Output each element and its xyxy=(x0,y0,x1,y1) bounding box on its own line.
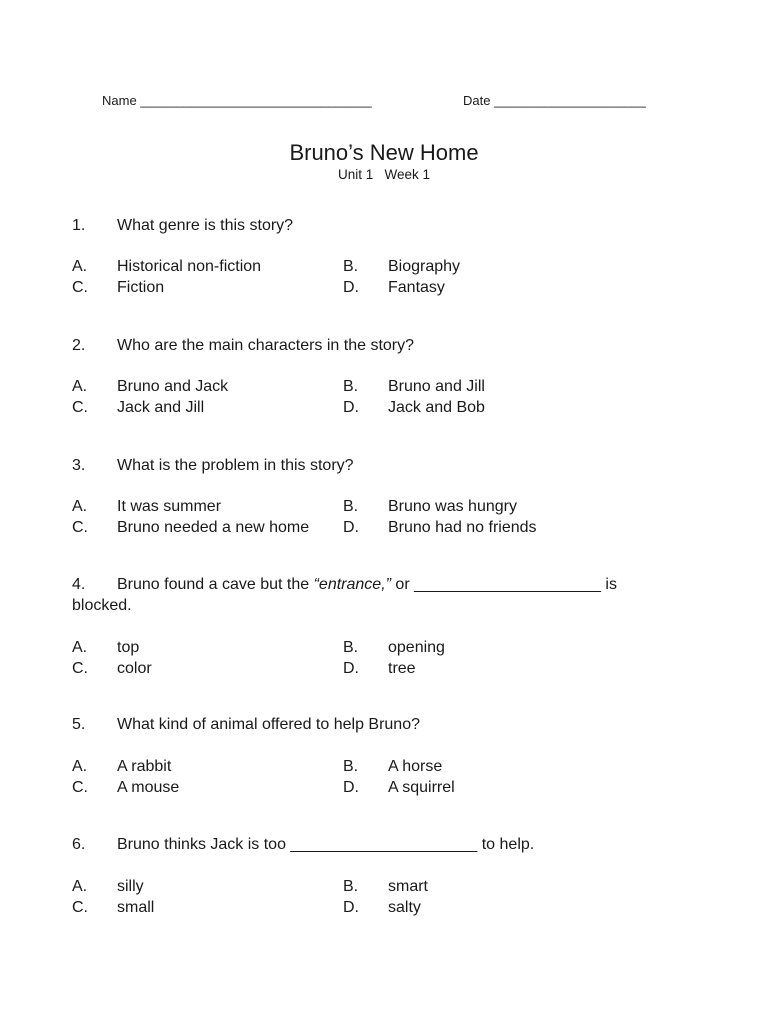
option-text: A horse xyxy=(388,758,443,775)
date-blank[interactable]: _____________________ xyxy=(494,93,646,108)
option-text: A squirrel xyxy=(388,779,455,796)
question-text: Who are the main characters in the story? xyxy=(117,337,415,354)
option-letter: B. xyxy=(343,758,359,775)
question-number: 2. xyxy=(72,337,86,354)
option-letter: A. xyxy=(72,758,88,775)
option-text: opening xyxy=(388,639,445,656)
option-text: Bruno and Jack xyxy=(117,378,229,395)
option-text: Bruno and Jill xyxy=(388,378,485,395)
question-text: Bruno thinks Jack is too _____________________ to help. xyxy=(117,836,535,853)
option-letter: C. xyxy=(72,399,88,416)
option-text: smart xyxy=(388,878,428,895)
option-letter: D. xyxy=(343,399,359,416)
option-letter: A. xyxy=(72,258,88,275)
option-text: Fantasy xyxy=(388,279,445,296)
option-letter: A. xyxy=(72,639,88,656)
option-letter: A. xyxy=(72,378,88,395)
question-number: 6. xyxy=(72,836,86,853)
option-letter: C. xyxy=(72,279,88,296)
option-letter: B. xyxy=(343,878,359,895)
question-number: 3. xyxy=(72,457,86,474)
question-text-line2: blocked. xyxy=(72,597,132,614)
option-text: salty xyxy=(388,899,421,916)
question-number: 1. xyxy=(72,217,86,234)
question-text-before: Bruno found a cave but the xyxy=(117,576,314,593)
option-text: Bruno needed a new home xyxy=(117,519,310,536)
option-letter: D. xyxy=(343,660,359,677)
option-text: A rabbit xyxy=(117,758,172,775)
option-text: A mouse xyxy=(117,779,180,796)
question-text-after: or _____________________ is xyxy=(390,576,617,593)
option-text: small xyxy=(117,899,155,916)
option-letter: B. xyxy=(343,378,359,395)
option-letter: D. xyxy=(343,899,359,916)
option-text: Biography xyxy=(388,258,461,275)
option-text: Historical non-fiction xyxy=(117,258,262,275)
option-letter: D. xyxy=(343,519,359,536)
date-field[interactable] xyxy=(463,93,646,108)
option-text: It was summer xyxy=(117,498,222,515)
question-text: What kind of animal offered to help Bruno? xyxy=(117,716,420,733)
name-field[interactable] xyxy=(102,93,372,108)
option-text: Jack and Jill xyxy=(117,399,205,416)
option-letter: B. xyxy=(343,498,359,515)
question-text xyxy=(117,576,617,594)
question-text: What is the problem in this story? xyxy=(117,457,354,474)
option-text: top xyxy=(117,639,140,656)
worksheet-title: Bruno’s New Home xyxy=(289,140,479,165)
worksheet-subtitle: Unit 1 Week 1 xyxy=(337,167,431,182)
option-text: Bruno had no friends xyxy=(388,519,537,536)
question-text: What genre is this story? xyxy=(117,217,294,234)
option-letter: C. xyxy=(72,899,88,916)
option-text: Jack and Bob xyxy=(388,399,485,416)
option-text: tree xyxy=(388,660,416,677)
option-letter: D. xyxy=(343,779,359,796)
question-text-emphasis: “entrance,” xyxy=(313,576,391,593)
date-label: Date xyxy=(463,93,491,108)
option-letter: D. xyxy=(343,279,359,296)
option-text: Fiction xyxy=(117,279,165,296)
option-letter: C. xyxy=(72,660,88,677)
option-letter: A. xyxy=(72,878,88,895)
option-letter: C. xyxy=(72,519,88,536)
name-blank[interactable]: ________________________________ xyxy=(140,93,372,108)
option-text: color xyxy=(117,660,152,677)
question-number: 5. xyxy=(72,716,86,733)
option-letter: B. xyxy=(343,258,359,275)
question-number: 4. xyxy=(72,576,86,593)
option-letter: B. xyxy=(343,639,359,656)
option-text: Bruno was hungry xyxy=(388,498,517,515)
option-letter: A. xyxy=(72,498,88,515)
option-text: silly xyxy=(117,878,144,895)
option-letter: C. xyxy=(72,779,88,796)
name-label: Name xyxy=(102,93,137,108)
